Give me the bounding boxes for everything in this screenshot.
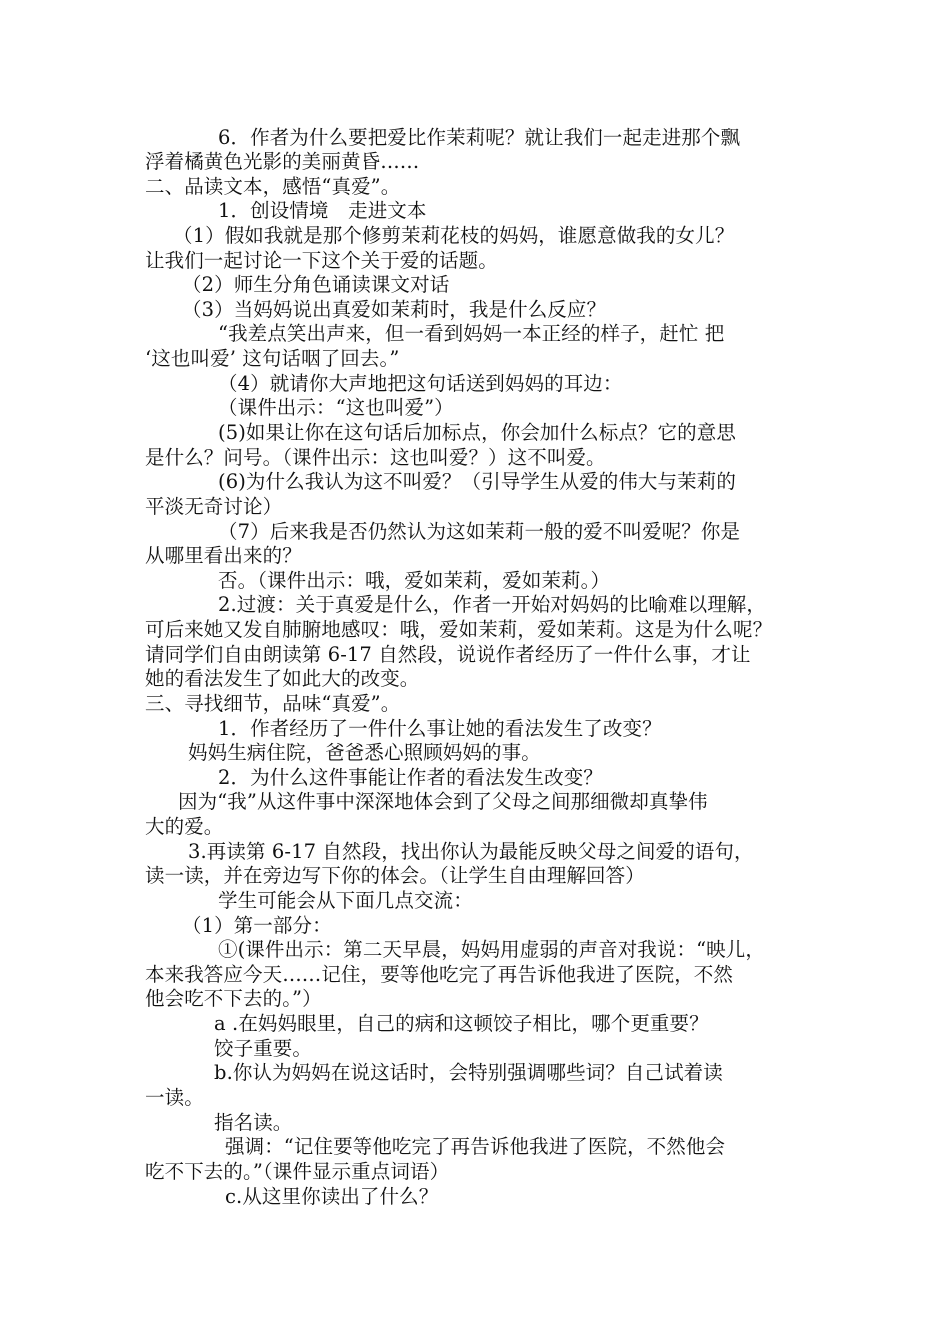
text-line: （3）当妈妈说出真爱如茉莉时，我是什么反应？	[182, 298, 607, 321]
text-line: 可后来她又发自肺腑地感叹：哦，爱如茉莉，爱如茉莉。这是为什么呢？	[145, 618, 773, 641]
text-line: (5)如果让你在这句话后加标点，你会加什么标点？它的意思	[218, 421, 736, 444]
text-line: （4）就请你大声地把这句话送到妈妈的耳边：	[218, 372, 623, 395]
text-line: 大的爱。	[145, 815, 224, 838]
text-line: b.你认为妈妈在说这话时，会特别强调哪些词？自己试着读	[214, 1061, 723, 1084]
text-line: 请同学们自由朗读第 6-17 自然段，说说作者经历了一件什么事，才让	[145, 643, 751, 666]
text-line: ‘这也叫爱’ 这句话咽了回去。”	[145, 347, 400, 370]
text-line: ①(课件出示：第二天早晨，妈妈用虚弱的声音对我说：“映儿，	[218, 938, 765, 961]
text-line: 1．作者经历了一件什么事让她的看法发生了改变？	[218, 717, 662, 740]
text-line: 指名读。	[214, 1111, 293, 1134]
section-heading: 三、寻找细节，品味“真爱”。	[145, 692, 401, 715]
text-line: 2．为什么这件事能让作者的看法发生改变？	[218, 766, 603, 789]
text-line: (6)为什么我认为这不叫爱？（引导学生从爱的伟大与茉莉的	[218, 470, 736, 493]
text-line: 妈妈生病住院，爸爸悉心照顾妈妈的事。	[188, 741, 541, 764]
text-line: （2）师生分角色诵读课文对话	[182, 273, 450, 296]
text-line: 从哪里看出来的？	[145, 544, 302, 567]
text-line: 平淡无奇讨论）	[145, 495, 283, 518]
text-line: 一读。	[145, 1086, 204, 1109]
text-line: （1）假如我就是那个修剪茉莉花枝的妈妈，谁愿意做我的女儿？	[173, 224, 735, 247]
text-line: 是什么？问号。（课件出示：这也叫爱？）这不叫爱。	[145, 446, 606, 469]
text-line: 他会吃不下去的。”）	[145, 987, 322, 1010]
text-line: 3.再读第 6-17 自然段，找出你认为最能反映父母之间爱的语句，	[188, 840, 754, 863]
text-line: 读一读，并在旁边写下你的体会。（让学生自由理解回答）	[145, 864, 645, 887]
text-line: 她的看法发生了如此大的改变。	[145, 667, 420, 690]
text-line: 浮着橘黄色光影的美丽黄昏……	[145, 150, 420, 173]
text-line: 否。（课件出示：哦，爱如茉莉，爱如茉莉。）	[218, 569, 611, 592]
text-line: 饺子重要。	[214, 1037, 313, 1060]
text-line: 吃不下去的。”（课件显示重点词语）	[145, 1160, 450, 1183]
text-line: 6．作者为什么要把爱比作茉莉呢？就让我们一起走进那个飘	[218, 126, 741, 149]
text-line: “我差点笑出声来，但一看到妈妈一本正经的样子，赶忙 把	[218, 322, 725, 345]
text-line: （1）第一部分：	[182, 914, 332, 937]
text-line: 学生可能会从下面几点交流：	[218, 889, 473, 912]
text-line: a .在妈妈眼里，自己的病和这顿饺子相比，哪个更重要？	[214, 1012, 709, 1035]
text-line: 本来我答应今天……记住，要等他吃完了再告诉他我进了医院，不然	[145, 963, 734, 986]
text-line: （课件出示：“这也叫爱”）	[218, 396, 454, 419]
text-line: 让我们一起讨论一下这个关于爱的话题。	[145, 249, 498, 272]
text-line: 因为“我”从这件事中深深地体会到了父母之间那细微却真挚伟	[178, 790, 708, 813]
text-line: c.从这里你读出了什么？	[225, 1185, 439, 1208]
text-line: 2.过渡：关于真爱是什么，作者一开始对妈妈的比喻难以理解，	[218, 593, 767, 616]
subsection-heading: 1．创设情境 走进文本	[218, 199, 427, 222]
text-line: （7）后来我是否仍然认为这如茉莉一般的爱不叫爱呢？你是	[218, 520, 741, 543]
section-heading: 二、品读文本，感悟“真爱”。	[145, 175, 401, 198]
text-line: 强调：“记住要等他吃完了再告诉他我进了医院，不然他会	[225, 1135, 726, 1158]
